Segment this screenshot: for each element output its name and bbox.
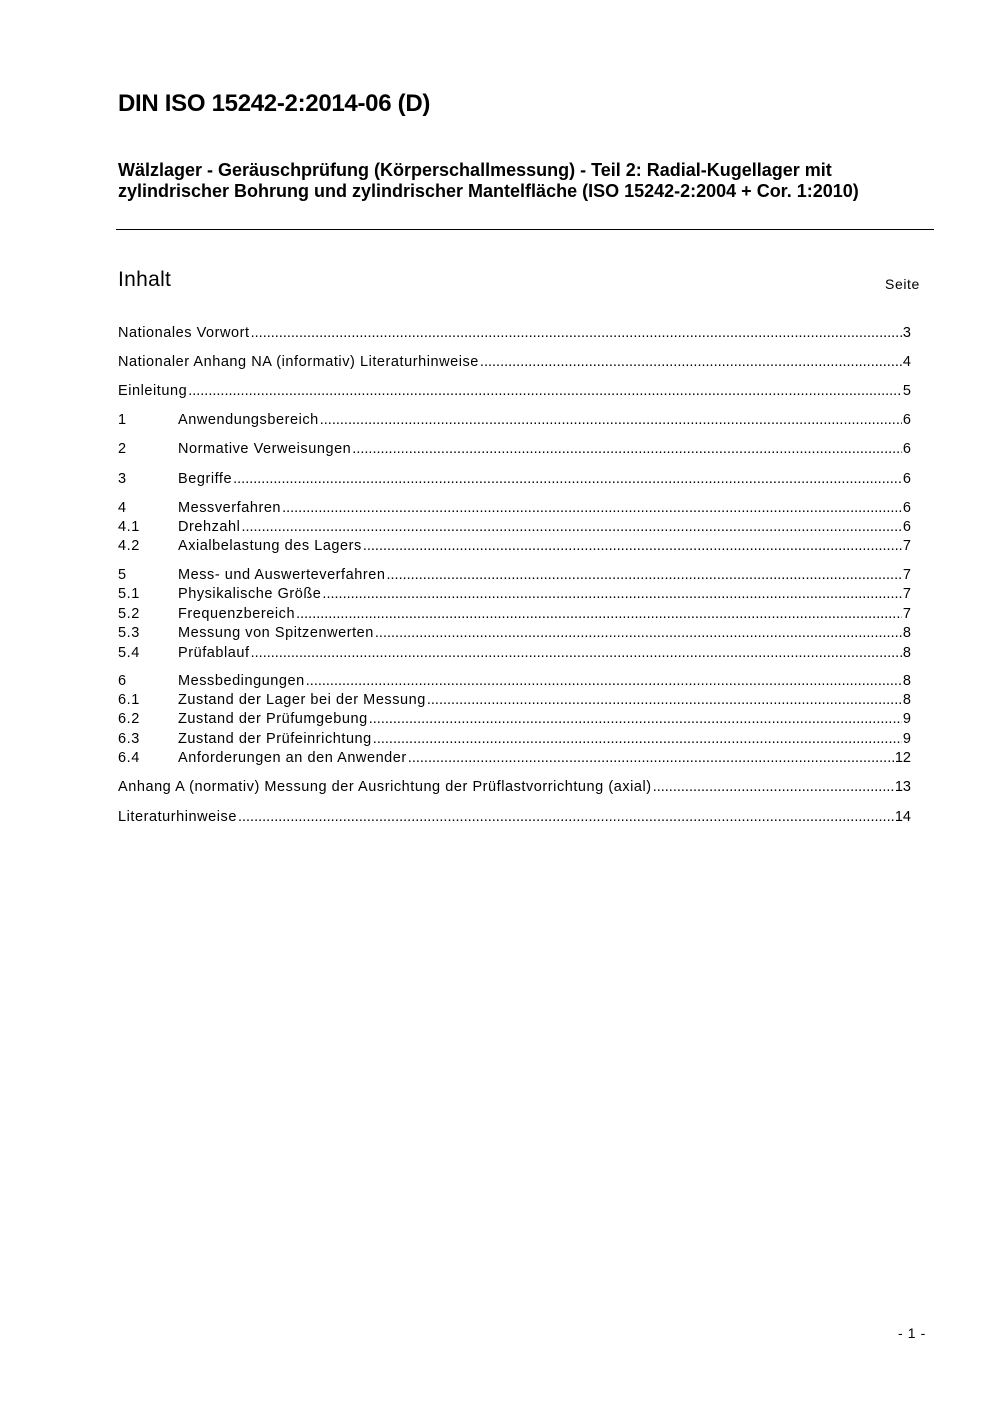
page-number: - 1 -: [898, 1325, 926, 1341]
toc-dot-leader: [251, 324, 902, 343]
toc-entry-title: Zustand der Prüfumgebung: [178, 711, 368, 727]
toc-entry-title: Anhang A (normativ) Messung der Ausrichtung der Prüflastvorrichtung (axial): [118, 779, 652, 795]
toc-entry-page: 7: [902, 586, 911, 602]
toc-entry[interactable]: [118, 537, 911, 556]
toc-entry[interactable]: [118, 808, 911, 827]
toc-dot-leader: [306, 672, 902, 691]
toc-entry-title: Frequenzbereich: [178, 606, 296, 622]
toc-entry-title: Messung von Spitzenwerten: [178, 625, 374, 641]
toc-entry-page: 5: [902, 383, 911, 399]
toc-entry[interactable]: [118, 691, 911, 710]
toc-entry-number: 6.4: [118, 750, 140, 766]
toc-entry-page: 9: [902, 711, 911, 727]
toc-entry-number: 6.3: [118, 731, 140, 747]
toc-entry-title: Drehzahl: [178, 519, 241, 535]
toc-dot-leader: [241, 518, 901, 537]
toc-entry-title: Axialbelastung des Lagers: [178, 538, 362, 554]
toc-dot-leader: [373, 730, 902, 749]
toc-entry-number: 6.2: [118, 711, 140, 727]
toc-entry-title: Literaturhinweise: [118, 809, 237, 825]
toc-dot-leader: [320, 411, 902, 430]
toc-entry-page: 4: [902, 354, 911, 370]
toc-heading: Inhalt: [118, 268, 172, 291]
toc-entry-title: Mess- und Auswerteverfahren: [178, 567, 386, 583]
toc-dot-leader: [408, 749, 894, 768]
toc-entry[interactable]: [118, 440, 911, 459]
document-subtitle: Wälzlager - Geräuschprüfung (Körperschallmessung) - Teil 2: Radial-Kugellager mit zylindrischer Bohrung und zylindrischer Mantelfläche (ISO 15242-2:2004 + Cor. 1:2010): [118, 160, 859, 201]
toc-entry[interactable]: [118, 566, 911, 585]
toc-entry-page: 13: [894, 779, 911, 795]
toc-dot-leader: [480, 353, 902, 372]
toc-dot-leader: [653, 778, 894, 797]
toc-entry-page: 6: [902, 471, 911, 487]
toc-entry[interactable]: [118, 324, 911, 343]
toc-dot-leader: [375, 624, 902, 643]
toc-entry-title: Zustand der Lager bei der Messung: [178, 692, 426, 708]
toc-entry[interactable]: [118, 644, 911, 663]
toc-entry-title: Anwendungsbereich: [178, 412, 319, 428]
toc-entry[interactable]: [118, 411, 911, 430]
toc-entry-number: 3: [118, 471, 127, 487]
toc-entry-page: 8: [902, 645, 911, 661]
toc-entry-number: 2: [118, 441, 127, 457]
toc-entry[interactable]: [118, 730, 911, 749]
toc-entry-number: 6: [118, 673, 127, 689]
toc-dot-leader: [386, 566, 901, 585]
toc-entry-page: 8: [902, 625, 911, 641]
toc-page-label: Seite: [885, 276, 920, 292]
toc-entry-number: 6.1: [118, 692, 140, 708]
toc-entry-page: 14: [894, 809, 911, 825]
toc-dot-leader: [238, 808, 894, 827]
toc-entry-number: 5.3: [118, 625, 140, 641]
toc-entry-page: 8: [902, 692, 911, 708]
toc-dot-leader: [282, 499, 902, 518]
toc-entry-page: 12: [894, 750, 911, 766]
toc-entry-page: 6: [902, 412, 911, 428]
toc-entry-title: Messbedingungen: [178, 673, 305, 689]
toc-entry-page: 7: [902, 538, 911, 554]
toc-entry-number: 5.4: [118, 645, 140, 661]
toc-entry-title: Prüfablauf: [178, 645, 250, 661]
toc-dot-leader: [322, 585, 902, 604]
toc-dot-leader: [369, 710, 902, 729]
toc-entry-title: Nationaler Anhang NA (informativ) Literaturhinweise: [118, 354, 479, 370]
toc-entry[interactable]: [118, 353, 911, 372]
toc-entry-title: Anforderungen an den Anwender: [178, 750, 407, 766]
toc-entry-title: Physikalische Größe: [178, 586, 322, 602]
document-id: DIN ISO 15242-2:2014-06 (D): [118, 90, 431, 117]
toc-entry-page: 7: [902, 567, 911, 583]
toc-entry-title: Einleitung: [118, 383, 188, 399]
toc-dot-leader: [363, 537, 902, 556]
toc-dot-leader: [352, 440, 902, 459]
toc-entry-title: Zustand der Prüfeinrichtung: [178, 731, 372, 747]
toc-entry-title: Nationales Vorwort: [118, 325, 250, 341]
toc-entry[interactable]: [118, 605, 911, 624]
toc-entry-number: 5.1: [118, 586, 140, 602]
toc-entry[interactable]: [118, 382, 911, 401]
toc-dot-leader: [296, 605, 902, 624]
toc-entry-page: 6: [902, 519, 911, 535]
toc-entry-page: 7: [902, 606, 911, 622]
toc-entry-title: Begriffe: [178, 471, 233, 487]
toc-dot-leader: [427, 691, 902, 710]
toc-entry-number: 4.1: [118, 519, 140, 535]
toc-entry-number: 4: [118, 500, 127, 516]
toc-entry-page: 8: [902, 673, 911, 689]
toc-entry[interactable]: [118, 710, 911, 729]
toc-entry-page: 6: [902, 441, 911, 457]
toc-entry-number: 5.2: [118, 606, 140, 622]
toc-entry[interactable]: [118, 470, 911, 489]
toc-entry[interactable]: [118, 778, 911, 797]
toc-entry-page: 6: [902, 500, 911, 516]
toc-entry-number: 4.2: [118, 538, 140, 554]
toc-entry[interactable]: [118, 499, 911, 518]
toc-entry-number: 1: [118, 412, 127, 428]
toc-dot-leader: [188, 382, 902, 401]
toc-entry[interactable]: [118, 672, 911, 691]
toc-dot-leader: [233, 470, 902, 489]
toc-entry-page: 9: [902, 731, 911, 747]
toc-entry[interactable]: [118, 624, 911, 643]
toc-entry-page: 3: [902, 325, 911, 341]
toc-entry-title: Normative Verweisungen: [178, 441, 352, 457]
toc-entry[interactable]: [118, 518, 911, 537]
toc-entry-title: Messverfahren: [178, 500, 282, 516]
toc-entry[interactable]: [118, 749, 911, 768]
toc-entry[interactable]: [118, 585, 911, 604]
toc-dot-leader: [251, 644, 902, 663]
toc-entry-number: 5: [118, 567, 127, 583]
